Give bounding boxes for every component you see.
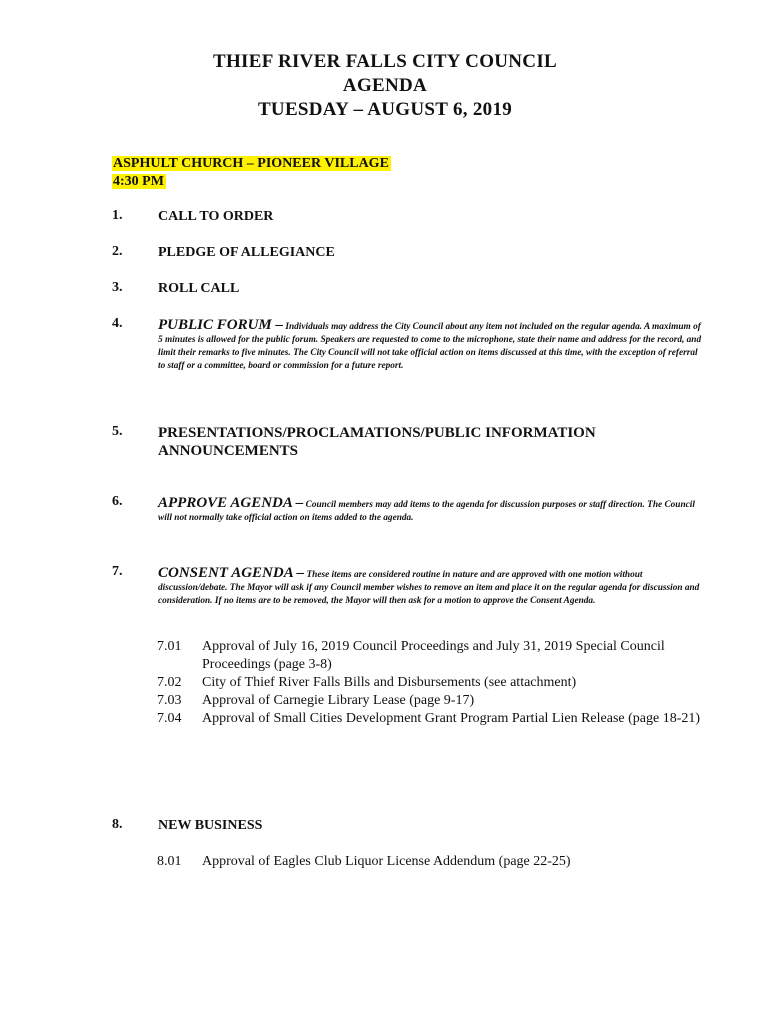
- item-number: 5.: [112, 424, 123, 439]
- item-note: Council members may add items to the agenda for discussion purposes or staff direction. The Council will not normally take official action on items added to the agenda.: [158, 500, 695, 523]
- consent-item-text: Approval of Small Cities Development Grant Program Partial Lien Release (page 18-21): [202, 711, 701, 726]
- item-title: CONSENT AGENDA –: [158, 565, 305, 581]
- location-place: ASPHULT CHURCH – PIONEER VILLAGE: [113, 156, 389, 171]
- item-number: 1.: [112, 208, 123, 223]
- meeting-date: TUESDAY – AUGUST 6, 2019: [257, 99, 513, 120]
- consent-item-text: Approval of July 16, 2019 Council Proceedings and July 31, 2019 Special Council Proceedings (page 3-8): [202, 639, 665, 672]
- item-title: NEW BUSINESS: [158, 818, 263, 833]
- council-title: THIEF RIVER FALLS CITY COUNCIL: [212, 51, 557, 72]
- new-business-item-text: Approval of Eagles Club Liquor License Addendum (page 22-25): [202, 854, 571, 869]
- consent-item-text: Approval of Carnegie Library Lease (page 9-17): [202, 693, 475, 708]
- item-title: APPROVE AGENDA –: [158, 495, 304, 511]
- agenda-title: AGENDA: [342, 75, 428, 96]
- location-time: 4:30 PM: [113, 174, 164, 189]
- item-note: Individuals may address the City Council about any item not included on the regular agenda. A maximum of 5 minutes is allowed for the public forum. Speakers are requested to come to the microphone, state their name and address for the record, and limit their remarks to five minutes. The City Council will not take official action on items discussed at this time, with the exception of referral to staff or a committee, board or commission for a future report.: [158, 322, 702, 371]
- item-title: PLEDGE OF ALLEGIANCE: [158, 245, 335, 260]
- meeting-location: [112, 155, 391, 191]
- agenda-header: [0, 50, 770, 122]
- item-note: These items are considered routine in nature and are approved with one motion without discussion/debate. The Mayor will ask if any Council member wishes to remove an item and place it on the regular agenda for discussion and consideration. If no items are to be removed, the Mayor will then ask for a motion to approve the Consent Agenda.: [158, 570, 700, 606]
- consent-item-number: 7.03: [157, 693, 182, 708]
- new-business-item-number: 8.01: [157, 854, 182, 869]
- item-number: 6.: [112, 494, 123, 509]
- item-number: 4.: [112, 316, 123, 331]
- item-number: 8.: [112, 817, 123, 832]
- item-title: ROLL CALL: [158, 281, 240, 296]
- consent-item-text: City of Thief River Falls Bills and Disbursements (see attachment): [202, 675, 577, 690]
- consent-item-number: 7.04: [157, 711, 182, 726]
- consent-item-number: 7.01: [157, 639, 182, 654]
- item-title: CALL TO ORDER: [158, 209, 274, 224]
- item-number: 3.: [112, 280, 123, 295]
- item-number: 2.: [112, 244, 123, 259]
- item-title: PUBLIC FORUM –: [158, 317, 284, 333]
- item-number: 7.: [112, 564, 123, 579]
- item-title: PRESENTATIONS/PROCLAMATIONS/PUBLIC INFORMATION ANNOUNCEMENTS: [158, 425, 596, 459]
- consent-item-number: 7.02: [157, 675, 182, 690]
